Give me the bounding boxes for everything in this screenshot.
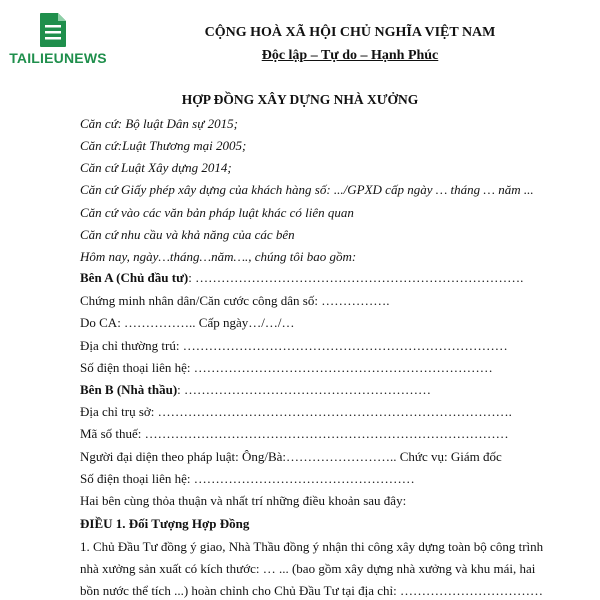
article-1-line: nhà xưởng sản xuất có kích thước: … ... (bao gồm xây dựng nhà xưởng và khu mái, hai bbox=[80, 561, 536, 576]
party-b-representative: Người đại diện theo pháp luật: Ông/Bà:…………………….. Chức vụ: Giám đốc bbox=[80, 449, 502, 464]
logo bbox=[8, 12, 106, 72]
party-b-label: Bên B (Nhà thầu) bbox=[80, 382, 178, 397]
party-a-issued: Do CA: …………….. Cấp ngày…/…/… bbox=[80, 315, 295, 330]
basis-line: Căn cứ vào các văn bản pháp luật khác có liên quan bbox=[80, 205, 354, 220]
basis-line: Căn cứ:Luật Thương mại 2005; bbox=[80, 138, 247, 153]
article-1-heading: ĐIỀU 1. Đối Tượng Hợp Đồng bbox=[80, 516, 250, 531]
party-b-phone: Số điện thoại liên hệ: …………………………………………… bbox=[80, 471, 415, 486]
party-a-id-card: Chứng minh nhân dân/Căn cước công dân số: ……………. bbox=[80, 293, 390, 308]
basis-line: Căn cứ: Bộ luật Dân sự 2015; bbox=[80, 116, 238, 131]
party-a-label: Bên A (Chủ đầu tư) bbox=[80, 270, 189, 285]
document-icon bbox=[38, 12, 68, 48]
article-1-line: 1. Chủ Đầu Tư đồng ý giao, Nhà Thầu đồng ý nhận thi công xây dựng toàn bộ công trình bbox=[80, 539, 544, 554]
basis-line: Căn cứ Luật Xây dựng 2014; bbox=[80, 160, 232, 175]
basis-line: Căn cứ nhu cầu và khả năng của các bên bbox=[80, 227, 295, 242]
party-b-dots: : ………………………………………………… bbox=[177, 382, 432, 397]
party-a-line bbox=[80, 270, 523, 286]
party-b-tax-code: Mã số thuế: ………………………………………………………………………… bbox=[80, 426, 509, 441]
party-a-phone: Số điện thoại liên hệ: …………………………………………………………… bbox=[80, 360, 493, 375]
basis-line: Căn cứ Giấy phép xây dựng của khách hàng số: .../GPXD cấp ngày … tháng … năm ... bbox=[80, 182, 534, 197]
logo-text: TAILIEUNEWS bbox=[9, 50, 107, 66]
party-b-office: Địa chỉ trụ sở: ………………………………………………………………………. bbox=[80, 404, 512, 419]
motto: Độc lập – Tự do – Hạnh Phúc bbox=[261, 48, 439, 63]
party-a-dots: : …………………………………………………………………. bbox=[188, 270, 524, 285]
nation-heading: CỘNG HOÀ XÃ HỘI CHỦ NGHĨA VIỆT NAM bbox=[204, 25, 496, 40]
party-b-line bbox=[80, 382, 431, 398]
article-1-line: bồn nước thể tích ...) hoàn chỉnh cho Chủ Đầu Tư tại địa chỉ: …………………………… bbox=[80, 583, 544, 598]
document-title: HỢP ĐỒNG XÂY DỰNG NHÀ XƯỞNG bbox=[181, 92, 419, 107]
party-a-address: Địa chỉ thường trú: ………………………………………………………………… bbox=[80, 338, 508, 353]
date-line: Hôm nay, ngày…tháng…năm…., chúng tôi bao gồm: bbox=[80, 249, 357, 264]
agreement-line: Hai bên cùng thỏa thuận và nhất trí những điều khoản sau đây: bbox=[80, 493, 407, 508]
